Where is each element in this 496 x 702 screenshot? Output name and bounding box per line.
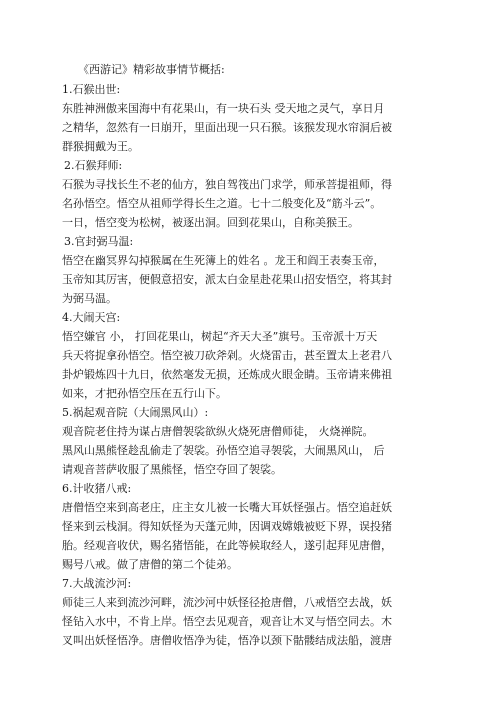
section-paragraph: [62, 99, 434, 156]
paragraph-line: 悟空嫌官 小， 打回花果山，树起“齐天大圣”旗号。玉帝派十万天: [62, 330, 378, 343]
paragraph-line: 师徒三人来到流沙河畔，流沙河中妖怪径抢唐僧，八戒悟空去战，妖: [62, 596, 392, 609]
section-heading: 6.计收猪八戒:: [62, 482, 132, 495]
paragraph-line: 玉帝知其厉害，便假意招安，派太白金星赴花果山招安悟空，将其封: [62, 273, 392, 286]
section-paragraph: [62, 251, 434, 308]
section-paragraph: [62, 498, 434, 574]
section-paragraph: [62, 327, 434, 403]
document-title: 《西游记》精彩故事情节概括:: [78, 63, 225, 76]
paragraph-line: 卦炉锻炼四十九日，依然毫发无损，还炼成火眼金睛。玉帝请来佛祖: [62, 368, 392, 381]
section-paragraph: [62, 175, 434, 232]
paragraph-line: 群猴拥戴为王。: [62, 140, 139, 153]
section-heading: 7.大战流沙河:: [62, 577, 132, 590]
paragraph-line: 东胜神洲傲来国海中有花果山，有一块石头 受天地之灵气，享日月: [62, 102, 385, 115]
section-havoc-in-heaven: [62, 308, 434, 403]
paragraph-line: 兵天将捉拿孙悟空。悟空被刀砍斧剁。火烧雷击，甚至置太上老君八: [62, 349, 392, 362]
section-flowing-sand-river: [62, 574, 434, 650]
paragraph-line: 为弼马温。: [62, 292, 117, 305]
paragraph-line: 名孙悟空。悟空从祖师学得长生之道。七十二般变化及“筋斗云”。: [62, 197, 382, 210]
section-heading: 3.官封弼马温:: [64, 235, 134, 248]
section-zhu-bajie: [62, 479, 434, 574]
paragraph-line: 胎。经观音收伏，赐名猪悟能，在此等候取经人，遂引起拜见唐僧，: [62, 539, 392, 552]
paragraph-line: 赐号八戒。做了唐僧的第二个徒弟。: [62, 558, 238, 571]
document-body: [62, 80, 434, 650]
section-heading: 4.大闹天宫:: [62, 311, 121, 324]
section-paragraph: [62, 422, 434, 479]
paragraph-line: 请观音菩萨收服了黑熊怪，悟空夺回了袈裟。: [62, 463, 282, 476]
paragraph-line: 唐僧悟空来到高老庄，庄主女儿被一长嘴大耳妖怪强占。悟空追赶妖: [62, 501, 392, 514]
paragraph-line: 怪钻入水中，不肯上岸。悟空去见观音，观音让木叉与悟空同去。木: [62, 615, 392, 628]
paragraph-line: 一日，悟空变为松树，被逐出洞。回到花果山，自称美猴王。: [62, 216, 359, 229]
section-paragraph: [62, 593, 434, 650]
paragraph-line: 观音院老住持为谋占唐僧袈裟欲纵火烧死唐僧师徒， 火烧禅院。: [62, 425, 374, 438]
paragraph-line: 石猴为寻找长生不老的仙方，独自驾筏出门求学，师承菩提祖师，得: [62, 178, 392, 191]
paragraph-line: 黑风山黑熊怪趁乱偷走了袈裟。孙悟空追寻袈裟，大闹黑风山， 后: [62, 444, 385, 457]
paragraph-line: 如来，才把孙悟空压在五行山下。: [62, 387, 227, 400]
section-heading: 1.石猴出世:: [62, 83, 121, 96]
section-monkey-apprentice: [62, 156, 434, 232]
section-heading: 5.祸起观音院（大闹黑风山）:: [62, 406, 209, 419]
paragraph-line: 悟空在幽冥界勾掉猴属在生死簿上的姓名 。龙王和阎王表奏玉帝，: [62, 254, 385, 267]
section-guanyin-temple: [62, 403, 434, 479]
paragraph-line: 之精华，忽然有一日崩开，里面出现一只石猴。该猴发现水帘洞后被: [62, 121, 392, 134]
section-stone-monkey-birth: [62, 80, 434, 156]
paragraph-line: 叉叫出妖怪悟净。唐僧收悟净为徒，悟净以颈下骷髅结成法船，渡唐: [62, 634, 392, 647]
paragraph-line: 怪来到云栈洞。得知妖怪为天蓬元帅，因调戏嫦娥被贬下界，误投猪: [62, 520, 392, 533]
section-heading: 2.石猴拜师:: [64, 159, 123, 172]
section-bimawen: [62, 232, 434, 308]
